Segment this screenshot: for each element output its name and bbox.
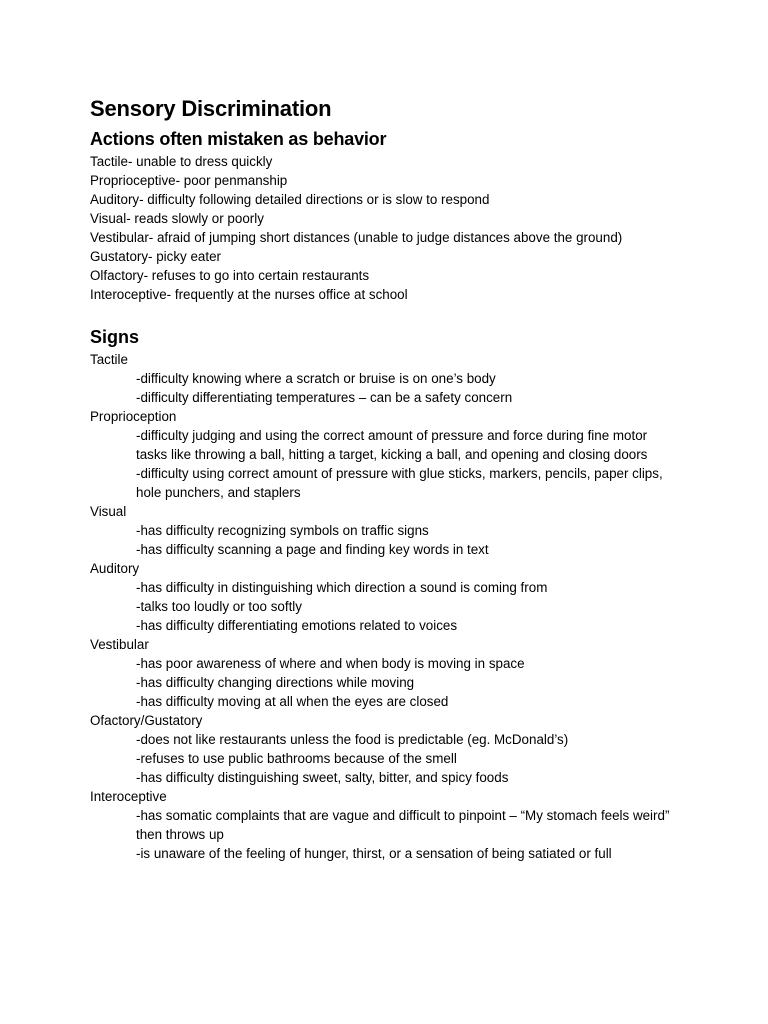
sign-item: -does not like restaurants unless the food is predictable (eg. McDonald’s) [136,732,569,747]
category-label: Auditory [90,561,140,576]
actions-list [90,152,690,304]
sign-item: -difficulty judging and using the correct amount of pressure and force during fine motor tasks like throwing a ball, hitting a target, kicking a ball, and opening and closing doors [136,428,648,462]
category-label: Tactile [90,352,128,367]
action-item: Tactile- unable to dress quickly [90,154,273,169]
category-label: Interoceptive [90,789,167,804]
category-label: Ofactory/Gustatory [90,713,203,728]
section-subtitle: Actions often mistaken as behavior [90,129,387,149]
sign-item: -has difficulty moving at all when the eyes are closed [136,694,449,709]
action-item: Auditory- difficulty following detailed directions or is slow to respond [90,192,490,207]
signs-list [90,350,690,863]
sign-item: -has difficulty differentiating emotions related to voices [136,618,458,633]
action-item: Interoceptive- frequently at the nurses office at school [90,287,408,302]
document-title: Sensory Discrimination [90,96,332,121]
sign-item: -difficulty knowing where a scratch or bruise is on one’s body [136,371,496,386]
action-item: Visual- reads slowly or poorly [90,211,264,226]
sign-item: -has difficulty scanning a page and finding key words in text [136,542,489,557]
sign-item: -has difficulty changing directions while moving [136,675,415,690]
sign-item: -is unaware of the feeling of hunger, thirst, or a sensation of being satiated or full [136,846,612,861]
sign-item: -has poor awareness of where and when body is moving in space [136,656,525,671]
action-item: Vestibular- afraid of jumping short distances (unable to judge distances above the ground) [90,230,623,245]
signs-heading: Signs [90,327,140,347]
document-page [90,92,690,863]
category-label: Vestibular [90,637,149,652]
sign-item: -has difficulty distinguishing sweet, salty, bitter, and spicy foods [136,770,509,785]
sign-item: -difficulty using correct amount of pressure with glue sticks, markers, pencils, paper clips, hole punchers, and staplers [136,466,663,500]
action-item: Gustatory- picky eater [90,249,221,264]
category-label: Proprioception [90,409,177,424]
action-item: Proprioceptive- poor penmanship [90,173,288,188]
category-label: Visual [90,504,127,519]
sign-item: -has difficulty recognizing symbols on traffic signs [136,523,429,538]
sign-item: -has difficulty in distinguishing which direction a sound is coming from [136,580,548,595]
sign-item: -talks too loudly or too softly [136,599,302,614]
action-item: Olfactory- refuses to go into certain restaurants [90,268,370,283]
sign-item: -has somatic complaints that are vague and difficult to pinpoint – “My stomach feels weird” then throws up [136,808,670,842]
sign-item: -difficulty differentiating temperatures – can be a safety concern [136,390,513,405]
sign-item: -refuses to use public bathrooms because of the smell [136,751,457,766]
